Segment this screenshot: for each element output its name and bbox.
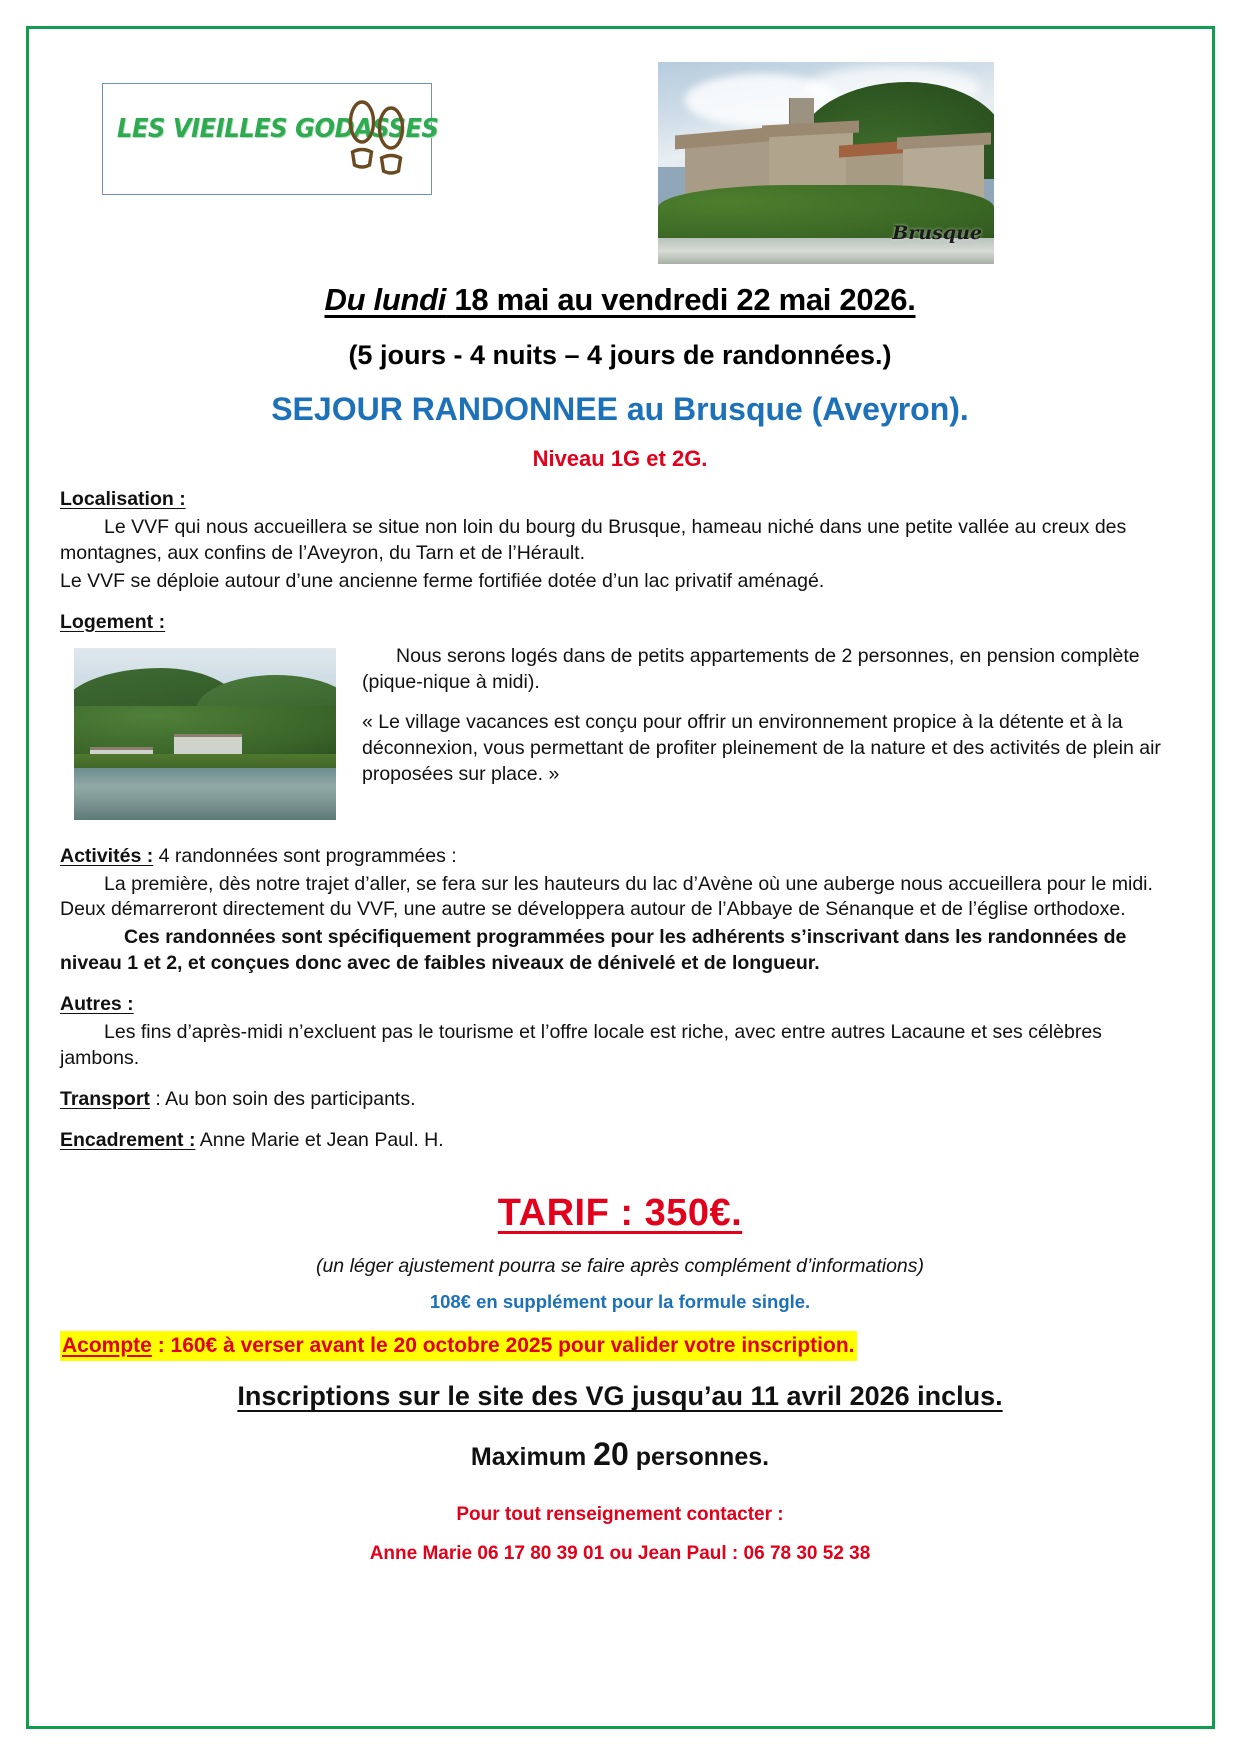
transport-value: : Au bon soin des participants. bbox=[149, 1087, 416, 1110]
section-heading-localisation bbox=[60, 487, 1180, 513]
contact-phone-numbers: Anne Marie 06 17 80 39 01 ou Jean Paul : 06 78 30 52 38 bbox=[369, 1542, 871, 1564]
localisation-label: Localisation : bbox=[60, 488, 186, 510]
maximum-prefix: Maximum bbox=[470, 1443, 594, 1472]
lodge-building bbox=[174, 734, 242, 754]
page-title-dates bbox=[60, 282, 1180, 318]
acompte-label: Acompte bbox=[62, 1333, 152, 1357]
logement-paragraph-2: « Le village vacances est conçu pour offrir un environnement propice à la détente et à la déconnexion, vous permettant de profiter pleinement de la nature et des activités de plein air proposées sur place. » bbox=[362, 711, 1161, 786]
section-heading-transport bbox=[60, 1087, 1180, 1113]
tarif-heading bbox=[60, 1188, 1180, 1239]
section-heading-logement bbox=[60, 610, 1180, 636]
poster-body bbox=[60, 487, 1180, 1566]
activites-paragraph-bold: Ces randonnées sont spécifiquement programmées pour les adhérents s’inscrivant dans les randonnées de niveau 1 et 2, et conçues donc avec de faibles niveaux de dénivelé et de longueur. bbox=[60, 926, 1127, 975]
club-logo bbox=[102, 83, 439, 195]
dates-rest-part: 18 mai au vendredi 22 mai 2026. bbox=[446, 282, 916, 317]
acompte-line bbox=[60, 1333, 1180, 1359]
contact-heading: Pour tout renseignement contacter : bbox=[456, 1503, 784, 1525]
acompte-rest: : 160€ à verser avant le 20 octobre 2025 pour valider votre inscription. bbox=[151, 1333, 855, 1357]
activites-paragraph-1: La première, dès notre trajet d’aller, se fera sur les hauteurs du lac d’Avène où une auberge nous accueillera pour le midi. Deux démarreront directement du VVF, une autre se développera autour de l’Abbaye de Sénanque et de l’église orthodoxe. bbox=[60, 872, 1153, 921]
main-title: SEJOUR RANDONNEE au Brusque (Aveyron). bbox=[271, 391, 969, 427]
activites-label-rest: 4 randonnées sont programmées : bbox=[153, 844, 457, 867]
club-logo-text: LES VIEILLES GODASSES bbox=[117, 114, 439, 144]
lodge-lake bbox=[74, 768, 336, 820]
activites-label: Activités : bbox=[60, 844, 154, 867]
photo-caption: Brusque bbox=[892, 222, 982, 244]
section-heading-activites bbox=[60, 844, 1180, 870]
encadrement-value: Anne Marie et Jean Paul. H. bbox=[195, 1128, 444, 1151]
maximum-suffix: personnes. bbox=[628, 1443, 770, 1472]
tarif-note: (un léger ajustement pourra se faire après complément d’informations) bbox=[315, 1255, 925, 1278]
village-photo bbox=[658, 62, 994, 264]
transport-label: Transport bbox=[60, 1087, 150, 1110]
poster-content bbox=[60, 45, 1180, 1705]
maximum-participants bbox=[60, 1433, 1180, 1476]
localisation-paragraph-1: Le VVF qui nous accueillera se situe non loin du bourg du Brusque, hameau niché dans une petite vallée au creux des montagnes, aux confins de l’Aveyron, du Tarn et de l’Hérault. bbox=[60, 515, 1127, 564]
logement-paragraph-1: Nous serons logés dans de petits appartements de 2 personnes, en pension complète (pique-nique à midi). bbox=[362, 644, 1140, 693]
logement-block bbox=[60, 644, 1180, 830]
dates-italic-part: Du lundi bbox=[324, 282, 447, 317]
autres-label: Autres : bbox=[60, 993, 134, 1016]
single-supplement: 108€ en supplément pour la formule single. bbox=[429, 1291, 811, 1313]
encadrement-label: Encadrement : bbox=[60, 1128, 196, 1151]
logement-label: Logement : bbox=[60, 610, 166, 633]
tarif-amount: TARIF : 350€. bbox=[497, 1191, 743, 1234]
header-row bbox=[60, 45, 1180, 270]
level-badge: Niveau 1G et 2G. bbox=[532, 446, 708, 471]
logement-text bbox=[362, 644, 1180, 804]
footprints-icon bbox=[343, 94, 413, 186]
maximum-count: 20 bbox=[593, 1436, 629, 1473]
vvf-photo bbox=[74, 648, 336, 820]
inscriptions-deadline: Inscriptions sur le site des VG jusqu’au 11 avril 2026 inclus. bbox=[237, 1381, 1003, 1412]
section-heading-autres bbox=[60, 992, 1180, 1018]
section-heading-encadrement bbox=[60, 1128, 1180, 1154]
subtitle-duration: (5 jours - 4 nuits – 4 jours de randonnées.) bbox=[348, 340, 892, 370]
autres-paragraph-1: Les fins d’après-midi n’excluent pas le tourisme et l’offre locale est riche, avec entre autres Lacaune et ses célèbres jambons. bbox=[60, 1021, 1102, 1070]
localisation-paragraph-2: Le VVF se déploie autour d’une ancienne ferme fortifiée dotée d’un lac privatif aménagé. bbox=[60, 569, 825, 592]
